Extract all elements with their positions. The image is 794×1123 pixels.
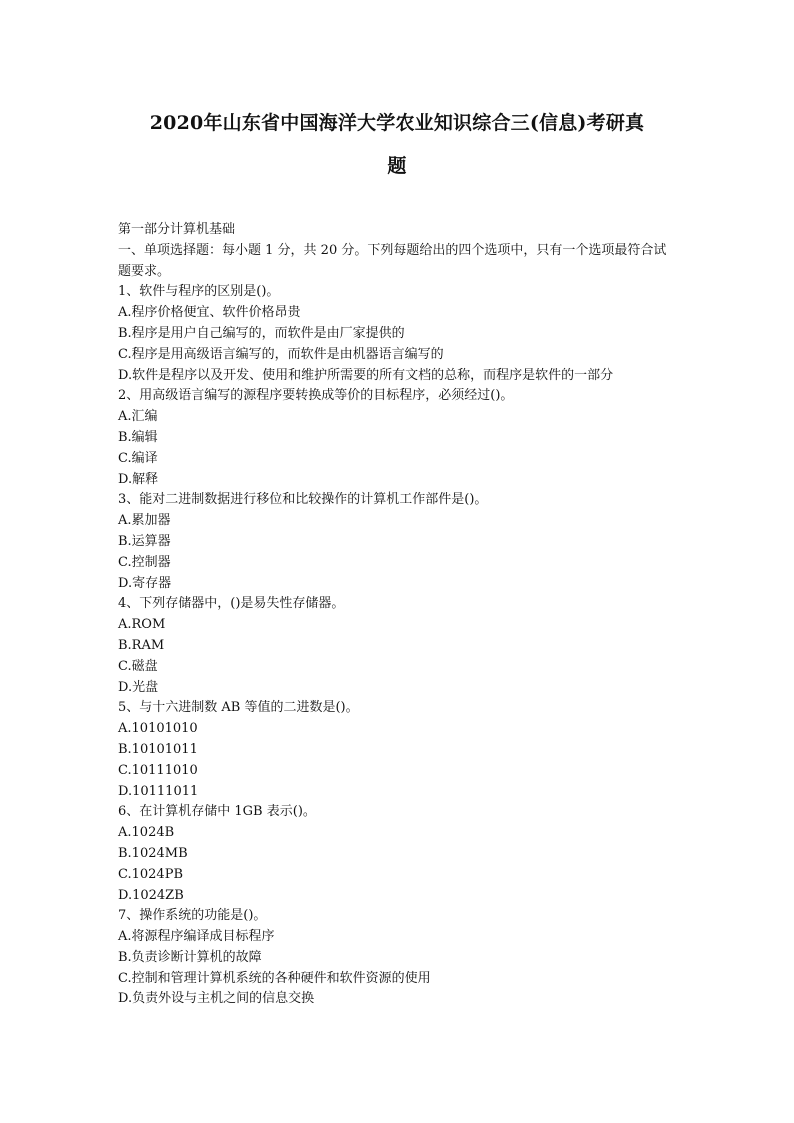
- option-d: D.寄存器: [118, 575, 172, 591]
- instructions-text: 一、单项选择题：每小题 1 分，共 20 分。下列每题给出的四个选项中，只有一个选项最符合试题要求。: [118, 242, 667, 279]
- option-a: A.1024B: [118, 825, 175, 841]
- option-c: C.10111010: [118, 762, 198, 778]
- question-stem: 3、能对二进制数据进行移位和比较操作的计算机工作部件是()。: [118, 492, 488, 508]
- option-b: B.1024MB: [118, 845, 188, 861]
- document-title: [118, 102, 676, 188]
- option-c: C.控制和管理计算机系统的各种硬件和软件资源的使用: [118, 970, 431, 986]
- option-b: B.运算器: [118, 533, 171, 549]
- option-b: B.程序是用户自己编写的，而软件是由厂家提供的: [118, 325, 405, 341]
- option-d: D.解释: [118, 471, 159, 487]
- question-1: [118, 282, 678, 386]
- option-a: A.汇编: [118, 409, 158, 425]
- option-a: A.ROM: [118, 617, 166, 633]
- document-title-line-2: 题: [387, 155, 407, 177]
- question-stem: 6、在计算机存储中 1GB 表示()。: [118, 804, 316, 820]
- option-a: A.将源程序编译成目标程序: [118, 929, 275, 945]
- option-d: D.1024ZB: [118, 887, 184, 903]
- option-d: D.光盘: [118, 679, 159, 695]
- question-2: [118, 386, 678, 490]
- option-b: B.10101011: [118, 741, 198, 757]
- question-stem: 7、操作系统的功能是()。: [118, 908, 267, 924]
- option-b: B.RAM: [118, 637, 165, 653]
- option-d: D.软件是程序以及开发、使用和维护所需要的所有文档的总称，而程序是软件的一部分: [118, 367, 614, 383]
- document-body: [118, 220, 678, 1010]
- question-4: [118, 594, 678, 698]
- option-a: A.程序价格便宜、软件价格昂贵: [118, 305, 301, 321]
- document-title-line-1: 2020年山东省中国海洋大学农业知识综合三(信息)考研真: [149, 112, 645, 134]
- question-7: [118, 906, 678, 1010]
- option-a: A.累加器: [118, 513, 171, 529]
- option-d: D.负责外设与主机之间的信息交换: [118, 991, 315, 1007]
- option-a: A.10101010: [118, 721, 198, 737]
- option-c: C.1024PB: [118, 866, 183, 882]
- question-stem: 5、与十六进制数 AB 等值的二进数是()。: [118, 700, 359, 716]
- option-b: B.编辑: [118, 429, 158, 445]
- option-c: C.编译: [118, 450, 158, 466]
- option-d: D.10111011: [118, 783, 199, 799]
- question-3: [118, 490, 678, 594]
- option-c: C.磁盘: [118, 658, 158, 674]
- question-stem: 1、软件与程序的区别是()。: [118, 284, 280, 300]
- option-b: B.负责诊断计算机的故障: [118, 949, 262, 965]
- question-5: [118, 698, 678, 802]
- option-c: C.程序是用高级语言编写的，而软件是由机器语言编写的: [118, 346, 444, 362]
- question-6: [118, 802, 678, 906]
- question-stem: 2、用高级语言编写的源程序要转换成等价的目标程序，必须经过()。: [118, 388, 514, 404]
- option-c: C.控制器: [118, 554, 171, 570]
- question-stem: 4、下列存储器中，()是易失性存储器。: [118, 596, 345, 612]
- section-heading: 第一部分计算机基础: [118, 222, 236, 237]
